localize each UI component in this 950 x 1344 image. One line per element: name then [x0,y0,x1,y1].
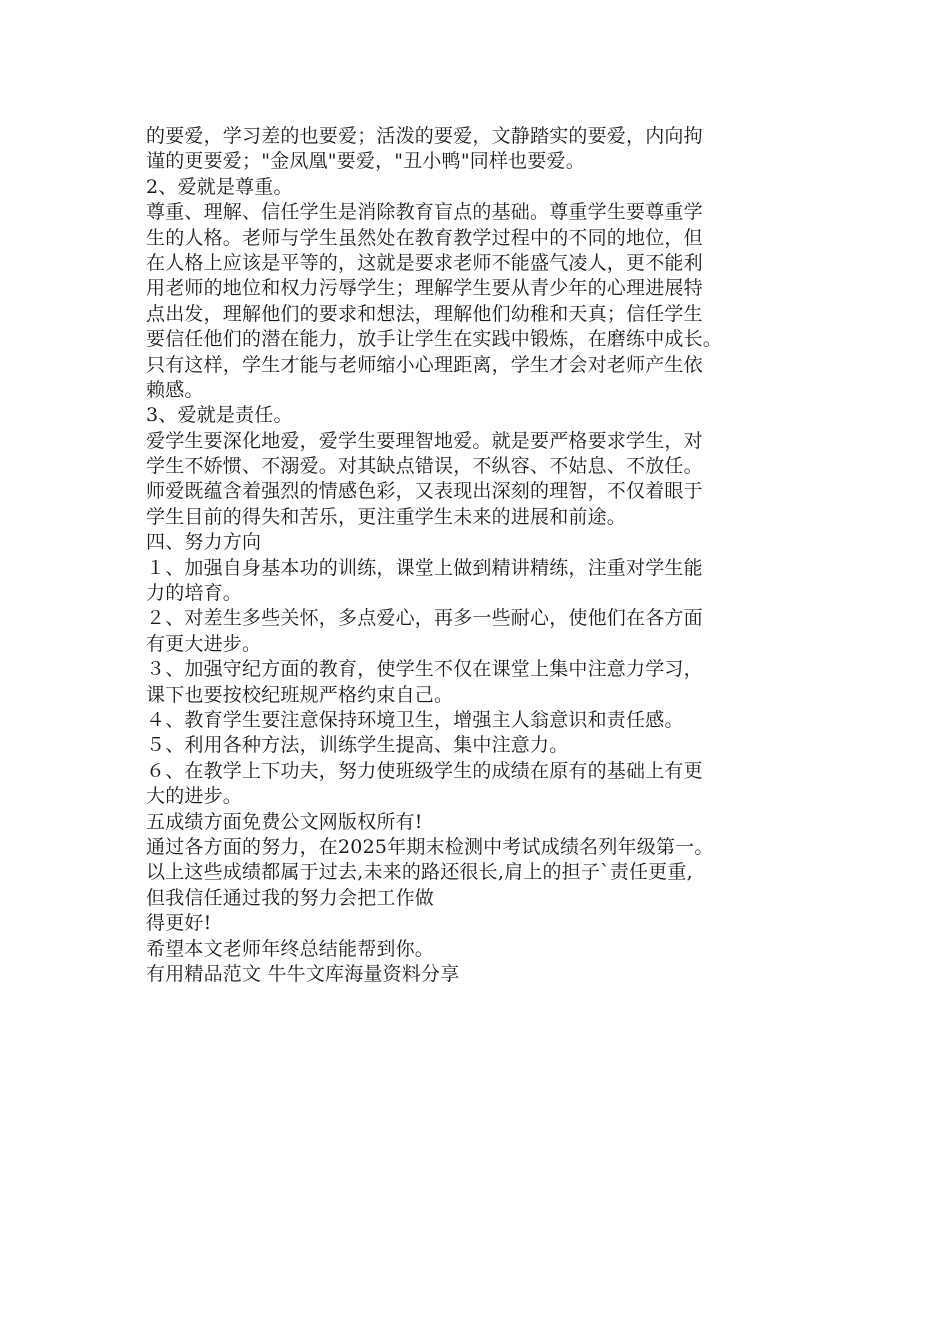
text-line: 学生不娇惯、不溺爱。对其缺点错误，不纵容、不姑息、不放任。 [146,455,703,478]
text-line: 生的人格。老师与学生虽然处在教育教学过程中的不同的地位，但 [146,226,703,249]
text-line: 通过各方面的努力，在2025年期末检测中考试成绩名列年级第一。 [146,835,714,858]
list-item: ２、对差生多些关怀，多点爱心，再多一些耐心，使他们在各方面 [146,607,703,630]
text-line: 希望本文老师年终总结能帮到你。 [146,937,435,960]
text-line: 有更大进步。 [146,632,262,655]
text-line: 要信任他们的潜在能力，放手让学生在实践中锻炼，在磨练中成长。 [146,328,723,351]
text-line: 课下也要按校纪班规严格约束自己。 [146,683,454,706]
section-heading: 3、爱就是责任。 [146,404,293,427]
footer-line: 有用精品范文 牛牛文库海量资料分享 [146,962,460,985]
list-item: ３、加强守纪方面的教育，使学生不仅在课堂上集中注意力学习， [146,658,703,681]
text-line: 以上这些成绩都属于过去,未来的路还很长,肩上的担子`责任更重, [146,861,693,884]
text-line: 师爱既蕴含着强烈的情感色彩，又表现出深刻的理智，不仅着眼于 [146,480,703,503]
text-line: 但我信任通过我的努力会把工作做 [146,886,435,909]
text-line: 的要爱，学习差的也要爱；活泼的要爱，文静踏实的要爱，内向拘 [146,125,703,147]
list-item: ５、利用各种方法，训练学生提高、集中注意力。 [146,734,569,757]
text-line: 谨的更要爱；"金凤凰"要爱，"丑小鸭"同样也要爱。 [146,150,585,173]
list-item: １、加强自身基本功的训练，课堂上做到精讲精练，注重对学生能 [146,556,703,579]
text-line: 力的培育。 [146,582,243,605]
text-line: 尊重、理解、信任学生是消除教育盲点的基础。尊重学生要尊重学 [146,201,703,224]
text-line: 点出发，理解他们的要求和想法，理解他们幼稚和天真；信任学生 [146,302,703,325]
section-heading: 四、努力方向 [146,531,262,554]
text-line: 大的进步。 [146,785,243,808]
text-line: 用老师的地位和权力污辱学生；理解学生要从青少年的心理进展特 [146,277,703,300]
text-line: 只有这样，学生才能与老师缩小心理距离，学生才会对老师产生依 [146,353,703,376]
text-line: 在人格上应该是平等的，这就是要求老师不能盛气凌人，更不能利 [146,251,703,274]
text-line: 学生目前的得失和苦乐，更注重学生未来的进展和前途。 [146,505,627,528]
text-line: 爱学生要深化地爱，爱学生要理智地爱。就是要严格要求学生，对 [146,429,703,452]
text-line: 得更好! [146,912,212,935]
text-line: 赖感。 [146,378,204,401]
document-body [146,124,810,987]
section-heading: 五成绩方面免费公文网版权所有! [146,810,423,833]
section-heading: 2、爱就是尊重。 [146,175,293,198]
list-item: ４、教育学生要注意保持环境卫生，增强主人翁意识和责任感。 [146,708,684,731]
list-item: ６、在教学上下功夫，努力使班级学生的成绩在原有的基础上有更 [146,759,703,782]
